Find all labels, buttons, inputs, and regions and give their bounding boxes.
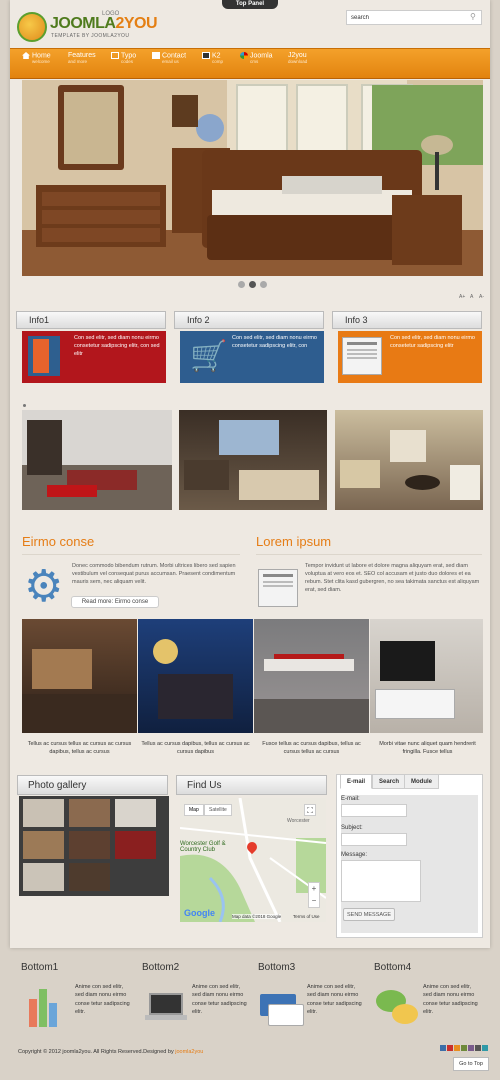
info1-header [16, 311, 166, 329]
room-caption-2: Tellus ac cursus dapibus, tellus ac cursus ac cursus dapibus [141, 741, 250, 756]
bottom3-title: Bottom3 [258, 962, 296, 973]
info3-title: Info 3 [345, 315, 368, 325]
message-label: Message: [341, 852, 368, 858]
send-message-button[interactable]: SEND MESSAGE [343, 908, 395, 921]
tab-module[interactable]: Module [404, 774, 439, 789]
menu-j2you-sub: download [288, 59, 308, 64]
bottom3-text: Anime con sed elitr, sed diam nonu eirmo conse tetur sadipscing elitr. [307, 984, 362, 1015]
article2-text: Tempor invidunt ut labore et dolore magna aliquyam erat, sed diam voluptua at vero eos et. SEO col accusam et justo duo dolores et ea rebum. Stet clita kasd gubergren, no sea takimata sanctus est aliquyam erat, sed diam. [305, 563, 480, 593]
find-us-header [176, 775, 327, 795]
info1-title: Info1 [29, 315, 50, 325]
mail-icon [152, 52, 160, 59]
menu-typo-label: Typo [121, 52, 137, 60]
menu-home-sub: welcome [32, 59, 50, 65]
menu-home-label: Home [32, 52, 51, 60]
menu-item-j2you[interactable] [288, 52, 307, 74]
color-swatch[interactable] [482, 1045, 488, 1051]
color-swatch[interactable] [475, 1045, 481, 1051]
article1-text: Donec commodo bibendum rutrum. Morbi ultrices libero sed sapien vestibulum vel consequat purus accumsan. Praesent condimentum mauris sem, nec aliquam velit. [72, 563, 236, 585]
info3-box [338, 331, 482, 383]
color-swatch[interactable] [440, 1045, 446, 1051]
gallery-thumb[interactable] [23, 799, 64, 827]
menu-j2you-label: J2you [288, 52, 307, 59]
gallery-image-2[interactable] [179, 410, 327, 510]
copyright-text [18, 1049, 203, 1055]
slide-dot-2[interactable] [249, 281, 256, 288]
newspaper-icon [342, 337, 382, 375]
credit-card-icon [260, 990, 304, 1026]
article1-title[interactable]: Eirmo conse [22, 534, 95, 549]
info2-header [174, 311, 324, 329]
google-map[interactable] [180, 798, 326, 922]
map-attribution: Map data ©2018 Google [232, 914, 282, 919]
find-us-title: Find Us [187, 780, 222, 791]
home-icon [22, 52, 30, 59]
map-terms-link[interactable]: Terms of Use [293, 914, 320, 919]
menu-k2-sub: comp [212, 59, 224, 65]
gallery-thumb[interactable] [115, 831, 156, 859]
map-tab-satellite[interactable]: Satellite [204, 804, 232, 816]
info3-header [332, 311, 482, 329]
menu-k2-label: K2 [212, 52, 221, 60]
room-image-4[interactable] [370, 619, 483, 733]
chat-bubbles-icon [376, 990, 420, 1028]
photo-gallery-title: Photo gallery [28, 780, 87, 791]
article2-title[interactable]: Lorem ipsum [256, 534, 332, 549]
gallery-thumb[interactable] [23, 831, 64, 859]
menu-item-contact[interactable] [152, 52, 186, 74]
menu-item-home[interactable] [22, 52, 51, 74]
gallery-dot[interactable] [23, 404, 26, 407]
info2-box [180, 331, 324, 383]
bar-chart-icon [27, 985, 67, 1027]
room-caption-1: Tellus ac cursus tellus ac cursus ac cursus dapibus, tellus ac cursus [27, 741, 132, 756]
top-panel-tab[interactable]: Top Panel [222, 0, 278, 9]
slideshow-image[interactable] [22, 80, 483, 276]
tab-search[interactable]: Search [372, 774, 406, 789]
menu-joomla-label: Joomla [250, 52, 273, 60]
subject-label: Subject: [341, 825, 363, 831]
logo-superscript: LOGO [102, 11, 120, 17]
bottom1-text: Anime con sed elitr, sed diam nonu eirmo conse tetur sadipscing elitr. [75, 984, 130, 1015]
gallery-image-3[interactable] [335, 410, 483, 510]
info1-box [22, 331, 166, 383]
message-field[interactable] [341, 860, 421, 902]
room-image-3[interactable] [254, 619, 369, 733]
room-caption-3: Fusce tellus ac cursus dapibus, tellus ac cursus tellus ac cursus [262, 741, 361, 756]
slide-dot-3[interactable] [260, 281, 267, 288]
joomla-icon [240, 52, 248, 59]
logo-part2: 2YOU [115, 15, 158, 32]
menu-features-label: Features [68, 52, 96, 59]
fullscreen-icon[interactable]: ⛶ [304, 804, 316, 816]
book-icon [28, 336, 60, 376]
font-increase-button[interactable]: A+ [459, 294, 466, 300]
photo-gallery-header [17, 775, 168, 795]
color-swatch[interactable] [468, 1045, 474, 1051]
info3-text: Con sed elitr, sed diam nonu eirmo consetetur sadipscing elitr [390, 335, 475, 349]
search-icon[interactable]: ⚲ [470, 12, 476, 21]
email-label: E-mail: [341, 796, 360, 802]
google-logo: Google [184, 908, 215, 918]
font-decrease-button[interactable]: A- [479, 294, 484, 300]
menu-item-features[interactable] [68, 52, 96, 74]
email-field[interactable] [341, 804, 407, 817]
menu-item-typo[interactable] [111, 52, 136, 74]
map-tab-map[interactable]: Map [184, 804, 204, 816]
go-to-top-button[interactable]: Go to Top [453, 1057, 489, 1071]
bottom2-text: Anime con sed elitr, sed diam nonu eirmo conse tetur sadipscing elitr. [192, 984, 247, 1015]
logo-part1: JOOMLA [50, 15, 116, 32]
newspaper-icon [258, 569, 298, 607]
tab-email[interactable]: E-mail [340, 774, 372, 789]
gallery-thumb[interactable] [69, 799, 110, 827]
article1-divider [22, 554, 240, 555]
color-swatch[interactable] [454, 1045, 460, 1051]
map-label-worcester: Worcester [287, 818, 310, 824]
article2-divider [256, 554, 482, 555]
bottom4-text: Anime con sed elitr, sed diam nonu eirmo conse tetur sadipscing elitr. [423, 984, 478, 1015]
logo-text[interactable] [50, 15, 157, 33]
info2-text: Con sed elitr, sed diam nonu eirmo consetetur sadipscing elitr, con [232, 335, 317, 349]
designer-link[interactable]: joomla2you [175, 1049, 204, 1055]
k2-icon [202, 52, 210, 59]
gear-icon: ⚙ [24, 562, 64, 611]
color-swatch[interactable] [461, 1045, 467, 1051]
gallery-image-1[interactable] [22, 410, 172, 510]
map-label-golf: Worcester Golf & Country Club [180, 841, 226, 853]
slide-dot-1[interactable] [238, 281, 245, 288]
menu-features-sub: and more [68, 59, 88, 64]
color-swatch[interactable] [447, 1045, 453, 1051]
bottom1-title: Bottom1 [21, 962, 59, 973]
bottom2-title: Bottom2 [142, 962, 180, 973]
logo-icon[interactable] [17, 12, 47, 42]
menu-contact-sub: email us [162, 59, 179, 65]
gallery-thumb[interactable] [69, 831, 110, 859]
info2-title: Info 2 [187, 315, 210, 325]
read-more-button[interactable]: Read more: Eirmo conse [71, 596, 159, 608]
info1-text: Con sed elitr, sed diam nonu eirmo consetetur sadipscing elitr, con sed elitr [74, 335, 160, 357]
gallery-thumb[interactable] [23, 863, 64, 891]
search-input[interactable] [346, 10, 482, 25]
copyright-label: Copyright © 2012 joomla2you. All Rights Reserved.Designed by [18, 1049, 176, 1055]
gallery-thumb[interactable] [115, 799, 156, 827]
menu-item-k2[interactable] [202, 52, 223, 74]
room-image-1[interactable] [22, 619, 137, 733]
menu-typo-sub: codes [121, 59, 134, 65]
menu-contact-label: Contact [162, 52, 187, 60]
cart-icon: 🛒 [190, 340, 228, 373]
menu-item-joomla[interactable] [240, 52, 273, 74]
map-zoom-control[interactable]: + − [308, 882, 320, 908]
menu-joomla-sub: cms [250, 59, 259, 65]
photo-gallery-panel [19, 796, 169, 896]
room-image-2[interactable] [138, 619, 253, 733]
logo-tagline: TEMPLATE BY JOOMLA2YOU [51, 33, 130, 39]
font-reset-button[interactable]: A [470, 294, 474, 300]
room-caption-4: Morbi vitae nunc aliquet quam hendrerit fringilla. Fusce tellus [379, 741, 476, 756]
gallery-thumb[interactable] [69, 863, 110, 891]
laptop-icon [145, 993, 187, 1023]
bottom4-title: Bottom4 [374, 962, 412, 973]
subject-field[interactable] [341, 833, 407, 846]
code-icon [111, 52, 119, 59]
